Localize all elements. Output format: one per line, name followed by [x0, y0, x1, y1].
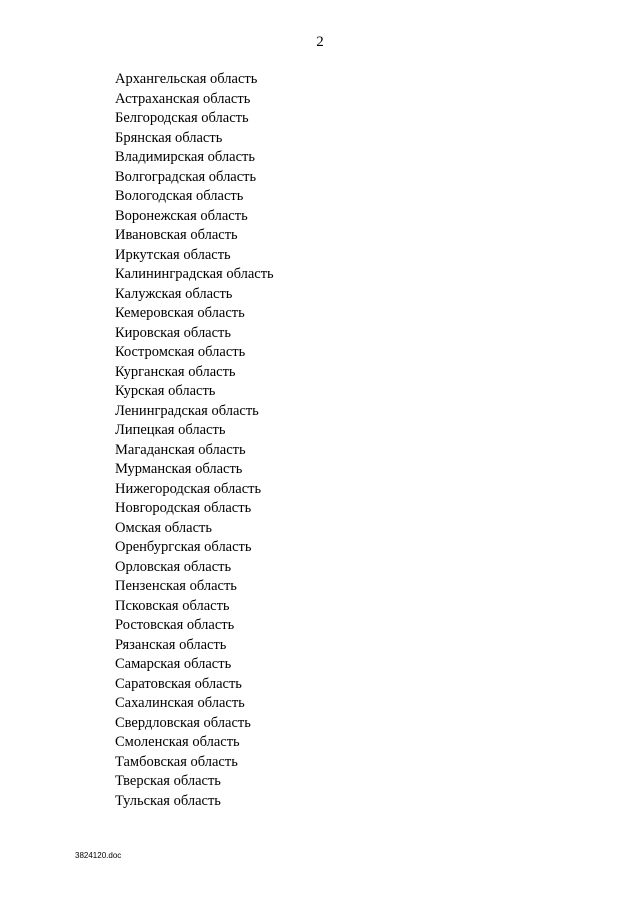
page-number: 2: [316, 34, 324, 50]
region-item: Смоленская область: [115, 734, 240, 750]
region-item: Владимирская область: [115, 149, 255, 165]
region-item: Калужская область: [115, 285, 233, 302]
region-item: Омская область: [115, 519, 212, 536]
region-item: Тверская область: [115, 773, 221, 789]
region-item: Псковская область: [115, 597, 230, 614]
region-list: [115, 70, 274, 811]
region-item: Курганская область: [115, 363, 236, 380]
region-item: Кировская область: [115, 324, 232, 341]
region-item: Брянская область: [115, 129, 223, 146]
region-item: Воронежская область: [115, 207, 248, 224]
region-item: Магаданская область: [115, 441, 246, 458]
region-item: Калининградская область: [115, 266, 274, 282]
region-item: Свердловская область: [115, 714, 251, 731]
region-item: Оренбургская область: [115, 539, 252, 555]
region-item: Архангельская область: [115, 71, 258, 87]
region-item: Новгородская область: [115, 500, 252, 516]
region-item: Астраханская область: [115, 90, 251, 107]
region-item: Орловская область: [115, 558, 232, 575]
document-file-name: 3824120.doc: [75, 851, 122, 860]
region-item: Ленинградская область: [115, 402, 259, 419]
region-item: Рязанская область: [115, 636, 227, 653]
region-item: Кемеровская область: [115, 305, 245, 321]
region-item: Ивановская область: [115, 227, 238, 243]
region-item: Курская область: [115, 383, 216, 399]
region-item: Ростовская область: [115, 617, 235, 633]
region-item: Сахалинская область: [115, 695, 245, 711]
region-item: Липецкая область: [115, 422, 226, 438]
region-item: Белгородская область: [115, 110, 249, 126]
region-item: Волгоградская область: [115, 168, 257, 185]
region-item: Мурманская область: [115, 461, 243, 477]
region-item: Тульская область: [115, 792, 221, 809]
region-item: Костромская область: [115, 344, 246, 360]
region-item: Саратовская область: [115, 675, 242, 692]
region-item: Пензенская область: [115, 578, 237, 594]
region-item: Тамбовская область: [115, 753, 238, 770]
region-item: Иркутская область: [115, 246, 231, 263]
region-item: Нижегородская область: [115, 480, 262, 497]
region-item: Вологодская область: [115, 188, 244, 204]
region-item: Самарская область: [115, 656, 232, 672]
